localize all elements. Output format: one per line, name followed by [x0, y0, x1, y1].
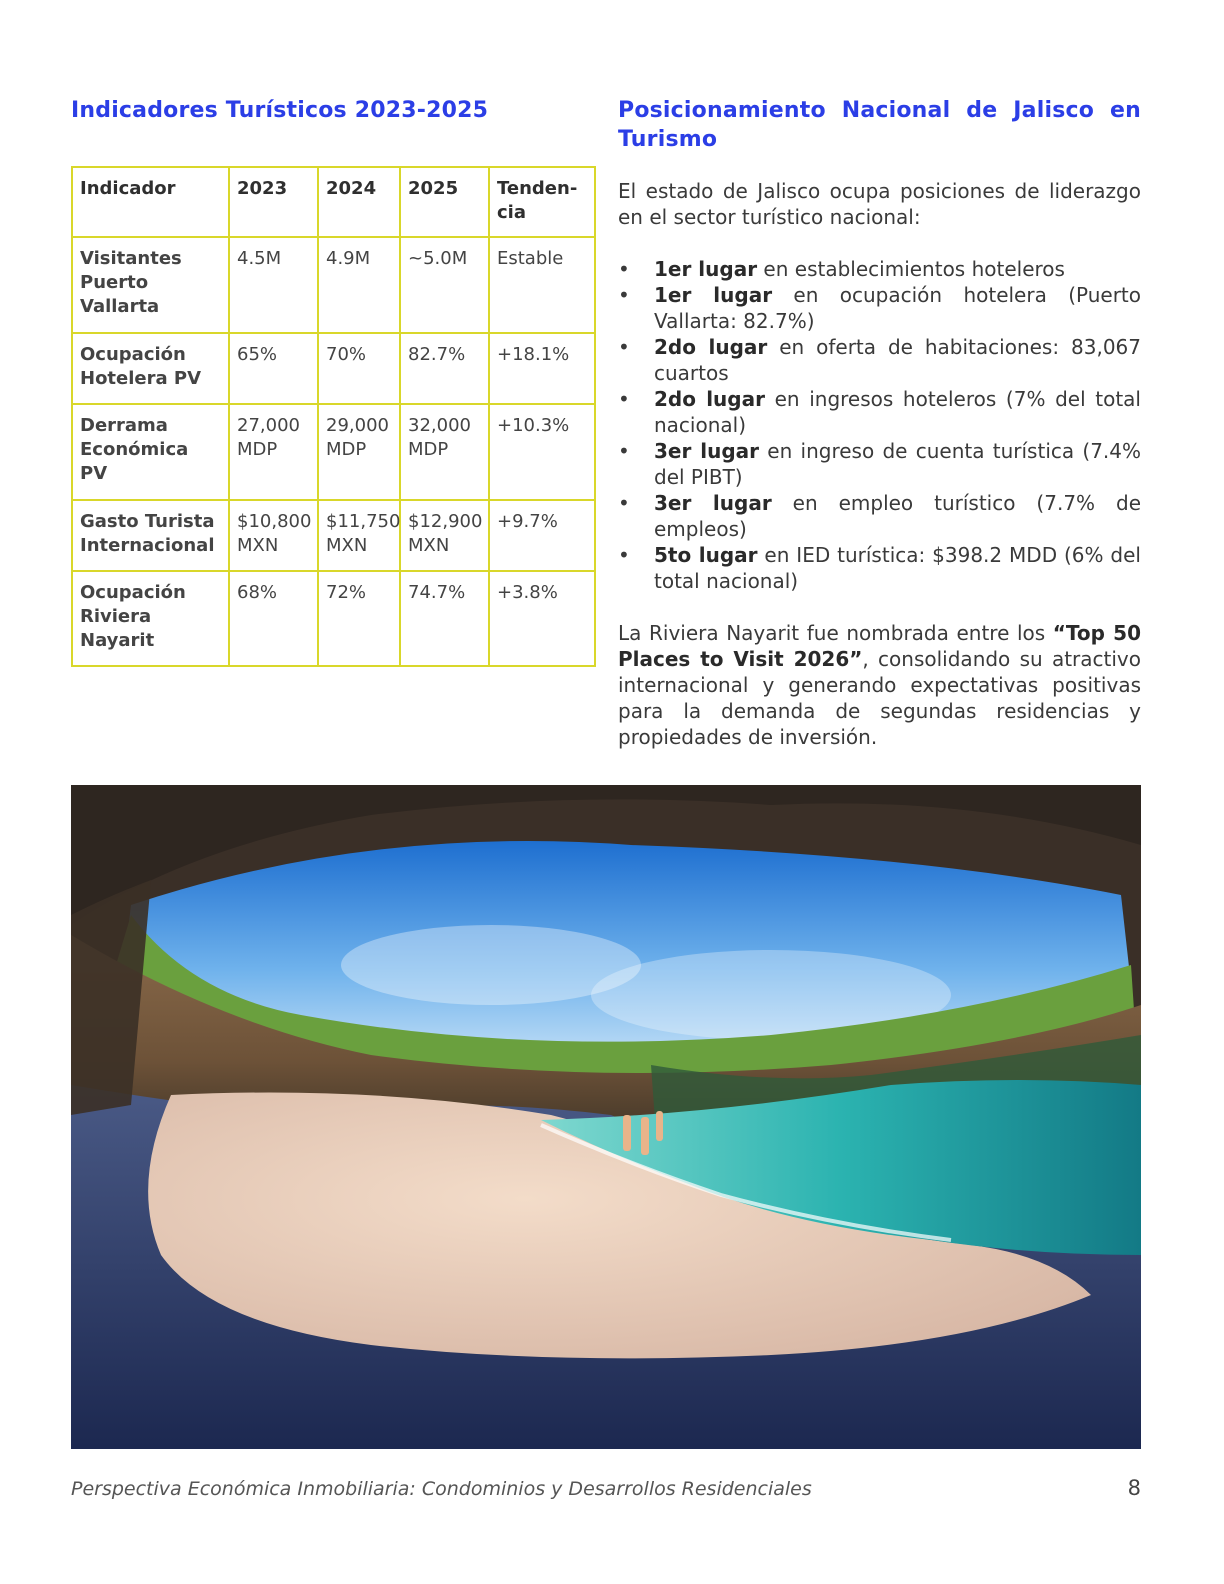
table-cell: 70% [318, 333, 400, 404]
intro-paragraph: El estado de Jalisco ocupa posiciones de liderazgo en el sector turístico nacional: [618, 179, 1141, 229]
table-cell: 82.7% [400, 333, 489, 404]
rank-label: 1er lugar [654, 283, 773, 307]
row-label: Visitantes Puerto Vallarta [72, 237, 229, 333]
rank-text: en empleo turístico (7.7% de empleos) [654, 491, 1142, 541]
closing-text-before: La Riviera Nayarit fue nombrada entre los [618, 621, 1053, 645]
table-row [72, 500, 595, 571]
table-cell: Estable [489, 237, 595, 333]
page-number: 8 [1127, 1476, 1141, 1500]
indicators-table [71, 166, 596, 667]
row-label: Ocupación Hotelera PV [72, 333, 229, 404]
right-column [618, 96, 1141, 750]
table-cell: 4.9M [318, 237, 400, 333]
bullet-icon: • [618, 439, 630, 463]
col-header-2025: 2025 [400, 167, 489, 237]
rank-text: en ingresos hoteleros (7% del total nacional) [654, 387, 1141, 437]
table-cell: $11,750 MXN [318, 500, 400, 571]
rank-text: en establecimientos hoteleros [757, 257, 1065, 281]
table-cell: 32,000 MDP [400, 404, 489, 500]
table-cell: 72% [318, 571, 400, 666]
list-item [618, 334, 1141, 386]
table-row [72, 237, 595, 333]
rankings-list [618, 256, 1141, 594]
rank-label: 3er lugar [654, 439, 759, 463]
table-row [72, 404, 595, 500]
bullet-icon: • [618, 543, 630, 567]
closing-text-after: , consolidando su atractivo internacional y generando expectativas positivas para la demanda de segundas residencias y propiedades de inversión. [618, 647, 1142, 749]
table-cell: +18.1% [489, 333, 595, 404]
table-cell: +9.7% [489, 500, 595, 571]
table-cell: 27,000 MDP [229, 404, 318, 500]
table-cell: $12,900 MXN [400, 500, 489, 571]
indicators-heading: Indicadores Turísticos 2023-2025 [71, 98, 489, 123]
list-item [618, 438, 1141, 490]
rank-label: 2do lugar [654, 335, 768, 359]
row-label: Ocupación Riviera Nayarit [72, 571, 229, 666]
closing-paragraph [618, 620, 1141, 750]
row-label: Derrama Económica PV [72, 404, 229, 500]
table-cell: $10,800 MXN [229, 500, 318, 571]
rank-text: en ingreso de cuenta turística (7.4% del PIBT) [654, 439, 1142, 489]
row-label: Gasto Turista Internacional [72, 500, 229, 571]
rank-text: en oferta de habitaciones: 83,067 cuartos [654, 335, 1141, 385]
table-header-row [72, 167, 595, 237]
positioning-heading: Posicionamiento Nacional de Jalisco en Turismo [618, 98, 1141, 152]
table-cell: ~5.0M [400, 237, 489, 333]
bullet-icon: • [618, 257, 630, 281]
list-item [618, 490, 1141, 542]
left-column [71, 96, 594, 667]
bullet-icon: • [618, 491, 630, 515]
table-cell: +3.8% [489, 571, 595, 666]
table-cell: 29,000 MDP [318, 404, 400, 500]
table-cell: 4.5M [229, 237, 318, 333]
list-item [618, 282, 1141, 334]
col-header-2023: 2023 [229, 167, 318, 237]
hidden-beach-photo [71, 785, 1141, 1449]
closing-highlight: “Top 50 Places to Visit 2026” [618, 621, 1141, 671]
col-header-tendencia: Tenden- cia [489, 167, 595, 237]
rank-label: 2do lugar [654, 387, 765, 411]
rank-label: 5to lugar [654, 543, 758, 567]
list-item [618, 256, 1141, 282]
rank-label: 3er lugar [654, 491, 772, 515]
bullet-icon: • [618, 283, 630, 307]
rank-text: en ocupación hotelera (Puerto Vallarta: 82.7%) [654, 283, 1141, 333]
table-row [72, 571, 595, 666]
table-cell: 74.7% [400, 571, 489, 666]
table-cell: 68% [229, 571, 318, 666]
col-header-indicador: Indicador [72, 167, 229, 237]
table-cell: 65% [229, 333, 318, 404]
rank-text: en IED turística: $398.2 MDD (6% del total nacional) [654, 543, 1141, 593]
list-item [618, 386, 1141, 438]
table-row [72, 333, 595, 404]
col-header-2024: 2024 [318, 167, 400, 237]
list-item [618, 542, 1141, 594]
bullet-icon: • [618, 387, 630, 411]
footer-title: Perspectiva Económica Inmobiliaria: Condominios y Desarrollos Residenciales [71, 1478, 812, 1500]
table-cell: +10.3% [489, 404, 595, 500]
rank-label: 1er lugar [654, 257, 758, 281]
bullet-icon: • [618, 335, 630, 359]
